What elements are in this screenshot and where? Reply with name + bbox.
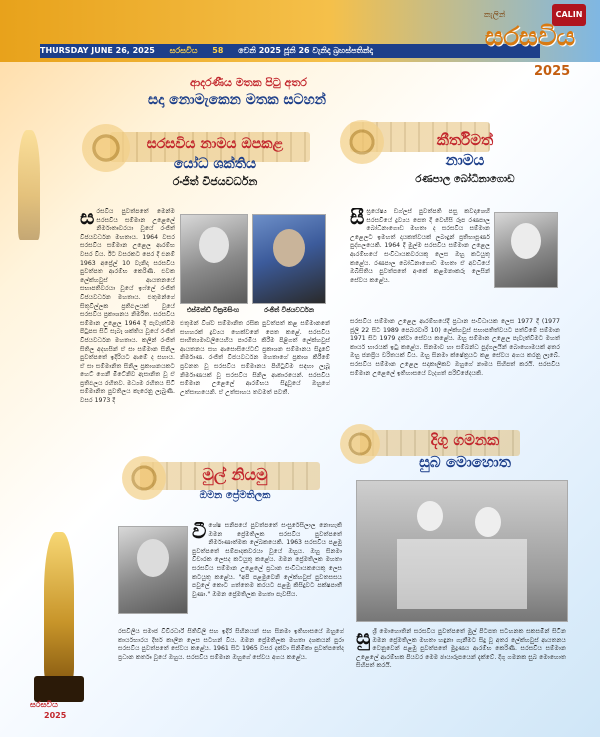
footer-logo-text: සරසවිය (30, 700, 58, 709)
drop-cap: ස (80, 208, 95, 229)
trophy-base (34, 676, 84, 702)
article3-column2 (118, 628, 344, 698)
article2-title-line1: කීර්තිමත් (436, 131, 494, 149)
photo-ranjith-wijewardene (252, 214, 326, 304)
article1-column2 (180, 320, 330, 470)
article4-text1: ශ්‍රී මොහොතින් සරසවිය පුවත්පතේ මුල් පිටපත සටහනක සකසමින් සිටින ඔමන ප්‍රේමතිලක මහතා හඳුනා ගැනීමට සිදු වූ අතර ලේක්හවුස් ආයතනය වෙනුවෙන් පළමු පුවත්පතේ මුද්‍රණය ආරම්භ කෙරිණි. සරසවිය සම්මාන උළෙලේ ආරම්භක පියවර මෙම ඡායාරූපයෙන් දැක්වේ. දිගු ගමනක සුබ මොහොත සිහිපත් කරයි. (356, 628, 566, 670)
article1-title-line1: සරසවිය නාමය ඔපකළ (146, 136, 284, 152)
article4-title-line1: දිගු ගමනක (430, 431, 500, 449)
drop-cap: සී (350, 208, 365, 229)
article1-author: රංජිත් විජයවර්ධන (172, 175, 258, 188)
film-reel-icon (340, 424, 380, 464)
photo-ranapala-bodhinagoda (494, 212, 558, 288)
drop-cap: වී (192, 522, 207, 543)
headline-line2: සදා නොමැකෙන මතක සටහන් (148, 92, 326, 108)
article2-text1: ඝ්‍රයේෂ්‍ය ඩග්ලස් පුවත්පති පසු කවදාශෙහි සරසවියේ ද්‍රව්‍යය පෙත දී වෙහිසි රූප රණපාල බෝධිනාගොඩ මහතා ද සරසවිය සම්මාන උළෙලට ඉමහත් දායකත්වයක් ලබාදුන් ප්‍රතිභාපූර්ණ පුද්ගලයෙකි. 1964 දී මුල්ම සරසවිය සම්මාන උළෙල ආරම්භයේ සංවිධායකවරයකු ලෙස ඔහු කටයුතු කළේය. රණපාල බෝධිනාගොඩ මහතා ඒ අවධියේ ඔබිසිතිය පුවත්පතේ අංකේ කළමනාකරු ලෙසින් සේවය කළේය. (350, 208, 490, 284)
brand-name: සරසවිය (484, 22, 576, 52)
article1-text1: රසවිය පුවත්පතේ මෙන්ම සරසවිය සම්මාන උළෙලේ නිර්මාතෘවරයා වූයේ රංජිත් විජයවර්ධන මහතාය. 1964 වසර සරසවිය සම්මාන උළෙල ආරම්භ වසර විය. ඊට වසරකට පෙර දී එනම් 1963 අප්‍රේල් 10 වැනිදා සරසවිය පුවත්පත ආරම්භ කෙරිණි. එවක ලේක්හවුස් ආයතනයේ සභාපතිවරයා වූයේ ඉෆ්ලේ රංජිත් විජයවර්ධන මහතාය. එතුමන්ගේ සිතුවිල්ලක ප්‍රතිඵලයක් වූයේ සරසවිය ප්‍රකාශනය නිර්මිත. සරසවිය සම්මාන උළෙල 1964 දී පැවැත්වීම පිටුපස සිටි සැබෑ ශක්තිය වූයේ රංජිත් විජයවර්ධන මහතාය. කලින් රංජිත් සිතිල අදහසින් ඒ සා සම්මාන සිනිල පුවත්පතේ ඉදිරියට ආමේ ද සහාය. ඒ සා සම්මානිත සිනිල ප්‍රකාශනයකට හෙට් ගෙනී මිටේනිව ඇසානිත වූ ඒ ප්‍රතිඵලය රහිතව. මධ්‍යම රහිතය සිටි සම්මානිත පුවතිලය කැරෙනු ලැබුණි. වසර 1973 දී (80, 208, 175, 405)
article2-text2: සරසවිය සම්මාන උළෙල ආරම්භයේදී ප්‍රධාන සංවිධායක ලෙස 1977 දී (1977 ජූලි 22 සිට 1989 පෙබරවාරි 10) ලේක්හවුස් සභාපතිත්වයට පත්වීමේ සම්මාන 1971 සිට 1979 දක්වා සේවය කළේය. ඔහු සම්මාන උළෙල පැවැත්වීමට මහත් කාර්ය භාරයක් ඉටු කළේය. සිනමාව හා සම්බන්ධ පුද්ගලයින් බොහොමයක් අතර ඔහු ජනප්‍රිය චරිතයක් විය. ඔහු සිනමා ක්ෂේත්‍රයට කළ සේවය අගය කරනු ලැබේ. සරසවිය සම්මාන උළෙල සදාකාලිකව ඔහුගේ නාමය සිහිපත් කරයි. සරසවිය සම්මාන උළෙලේ ඉතිහාසයේ වැදගත් පරිච්ඡේදයකි. (350, 318, 560, 377)
issue-date: THURSDAY JUNE 26, 2025 (40, 46, 155, 55)
brand-year: 2025 (534, 64, 571, 79)
article3-title: මුල් නියමු (202, 465, 268, 484)
article1-column1 (80, 208, 175, 470)
article2-author: රණපාල බෝධිනාගොඩ (415, 174, 515, 185)
photo1-caption: එස්මන්ඩ් වික්‍රමසිංහ (186, 306, 240, 314)
trophy-icon (18, 130, 40, 240)
photo-omana-premathilaka (118, 526, 188, 614)
article2-title-line2: නාමය (445, 151, 485, 169)
film-reel-icon (340, 120, 384, 164)
page-number: 58 (212, 46, 224, 55)
sponsor-prefix: කැලින් (484, 10, 506, 19)
masthead-strip (40, 44, 540, 58)
section-name: සරසවිය (169, 46, 198, 55)
article3-author: ඔමන ප්‍රේමතිලක (199, 490, 271, 501)
photo-historic-moment (356, 480, 568, 622)
calin-logo: CALIN (552, 4, 586, 26)
photo2-caption: රංජිත් විජයවර්ධන (264, 306, 314, 314)
article1-text2: එතුමන් විශ්ව සම්මානිත රසික පුවත්පත් කළ සම්මානනේ සහහරක් ද්‍රව්‍යය හෙක්වනේ පෙත කළේ. සරසවිය සාහිත්‍යමාවලියෙහිය පාරමිය කිරීම පිළිගත් ලේක්හවුස් ආයතනය සහ ආසොසියේටඩ් ප්‍රකාශන සම්මානය සිදුවේ නිර්මාණ. රංජිත් විජයවර්ධන මහතාගේ ප්‍රකාශ කිරීමේ ප්‍රවනත වූ සරසවිය සම්මානය පිහිටුවීම සඳහා ලැබූ නිර්මාණයක් වූ සරසවිය සිනිල ආකාරයෙන්. සරසවිය සම්මාන උළෙලේ ආරම්භය සිදුවූයේ ඔහුගේ උත්සාහයෙනි. ඒ උත්සාහය තවමත් පවතී. (180, 320, 330, 396)
article1-title-line2: යෝධ ශක්තිය (173, 156, 257, 172)
article3-text2: රසවිලිය සමාජ විචිරධාරී සිතිවිලි සහ ඉදිරි සිහිනයන් සහ සිනමා ඉතිහාසයේ ඔහුගේ කාර්යභාරය දීර්ඝ කාලීන ලෙස සටහන් විය. ඔමන ප්‍රේමතිලක මහතා දශකයන් පුරා සරසවිය පුවත්පතේ සේවය කළේය. 1961 සිට 1965 වසර දක්වා සිනිමිකා පුවත්පතේද ප්‍රධාන කර්තෘ වූයේ ඔහුය. සරසවිය සම්මාන ඔහුගේ සේවය අගය කළේය. (118, 628, 344, 661)
sarasaviya-logo (474, 2, 592, 102)
issue-date-si: වෙනි 2025 ජූනි 26 වැනිදා බ්‍රහස්පතින්දා (238, 46, 373, 55)
article3-column1 (192, 522, 342, 626)
article2-column1 (350, 208, 490, 316)
article3-text1: ශේෂ සනිපයේ පුවත්පතේ සංසුරේසිලාල නොහැකි ඔමන ප්‍රේමතිලක සරසවිය පුවත්පතේ නිර්මාණාත්මක ලේඛකයෙකි. 1963 සරසවිය පළමු පුවත්පතේ සම්පාදකවරයා වූයේ ඔහුය. ඔහු සිනමා විචාරක ලෙසද කටයුතු කළේය. ඔමන ප්‍රේමතිලක මහතා සරසවිය සම්මාන උළෙලේ ප්‍රධාන සංවිධායකයෙකු ලෙස කටයුතු කළේය. "අපි පළමුවෙනි ලේක්හවුස් පුවතසසය පවුලේ කොට ගත්තෙම කරයට පළමු කිසිදුවට පක්ෂපාතී වුණා." ඔමන ප්‍රේමතිලක මහතා පැවසීය. (192, 522, 342, 598)
headline-line1: ආදරණීය මතක පිටු අතර (190, 76, 307, 89)
article2-column2 (350, 318, 560, 430)
photo-esmond-wickremesinghe (180, 214, 248, 304)
drop-cap: සු (356, 628, 371, 649)
footer-logo-year: 2025 (44, 711, 67, 720)
article4-column1 (356, 628, 566, 692)
article4-title-line2: සුබ මොහොත (419, 453, 511, 471)
trophy-icon (44, 532, 74, 682)
